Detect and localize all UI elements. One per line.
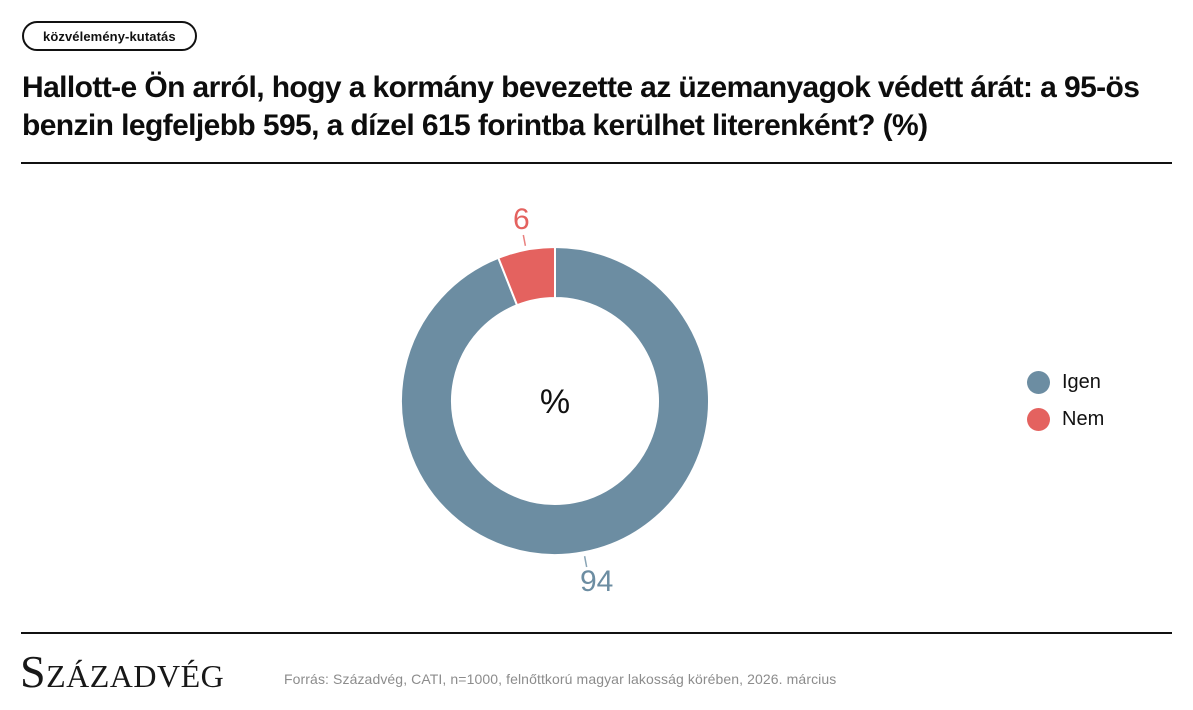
title-divider bbox=[21, 162, 1172, 164]
legend-dot-nem bbox=[1027, 408, 1050, 431]
legend-dot-igen bbox=[1027, 371, 1050, 394]
slice-value-igen: 94 bbox=[579, 565, 614, 599]
donut-chart bbox=[0, 170, 1193, 620]
donut-center-label: % bbox=[539, 383, 571, 421]
page-title: Hallott-e Ön arról, hogy a kormány bevezette az üzemanyagok védett árát: a 95-ös benzin legfeljebb 595, a dízel 615 forintba kerülhet literenként? (%) bbox=[22, 71, 1140, 142]
chart-legend bbox=[1027, 371, 1104, 445]
legend-label-igen: Igen bbox=[1062, 371, 1101, 393]
legend-item-nem bbox=[1027, 408, 1104, 431]
source-note: Forrás: Századvég, CATI, n=1000, felnőttkorú magyar lakosság körében, 2026. március bbox=[284, 671, 837, 687]
legend-label-nem: Nem bbox=[1062, 408, 1105, 430]
slice-value-nem: 6 bbox=[512, 202, 530, 236]
slice-label-connector bbox=[523, 235, 525, 246]
footer-divider bbox=[21, 632, 1172, 634]
topic-badge bbox=[22, 21, 197, 51]
legend-item-igen bbox=[1027, 371, 1104, 394]
topic-badge-label: közvélemény-kutatás bbox=[43, 28, 176, 44]
szazadveg-logo: Századvég bbox=[20, 646, 225, 697]
